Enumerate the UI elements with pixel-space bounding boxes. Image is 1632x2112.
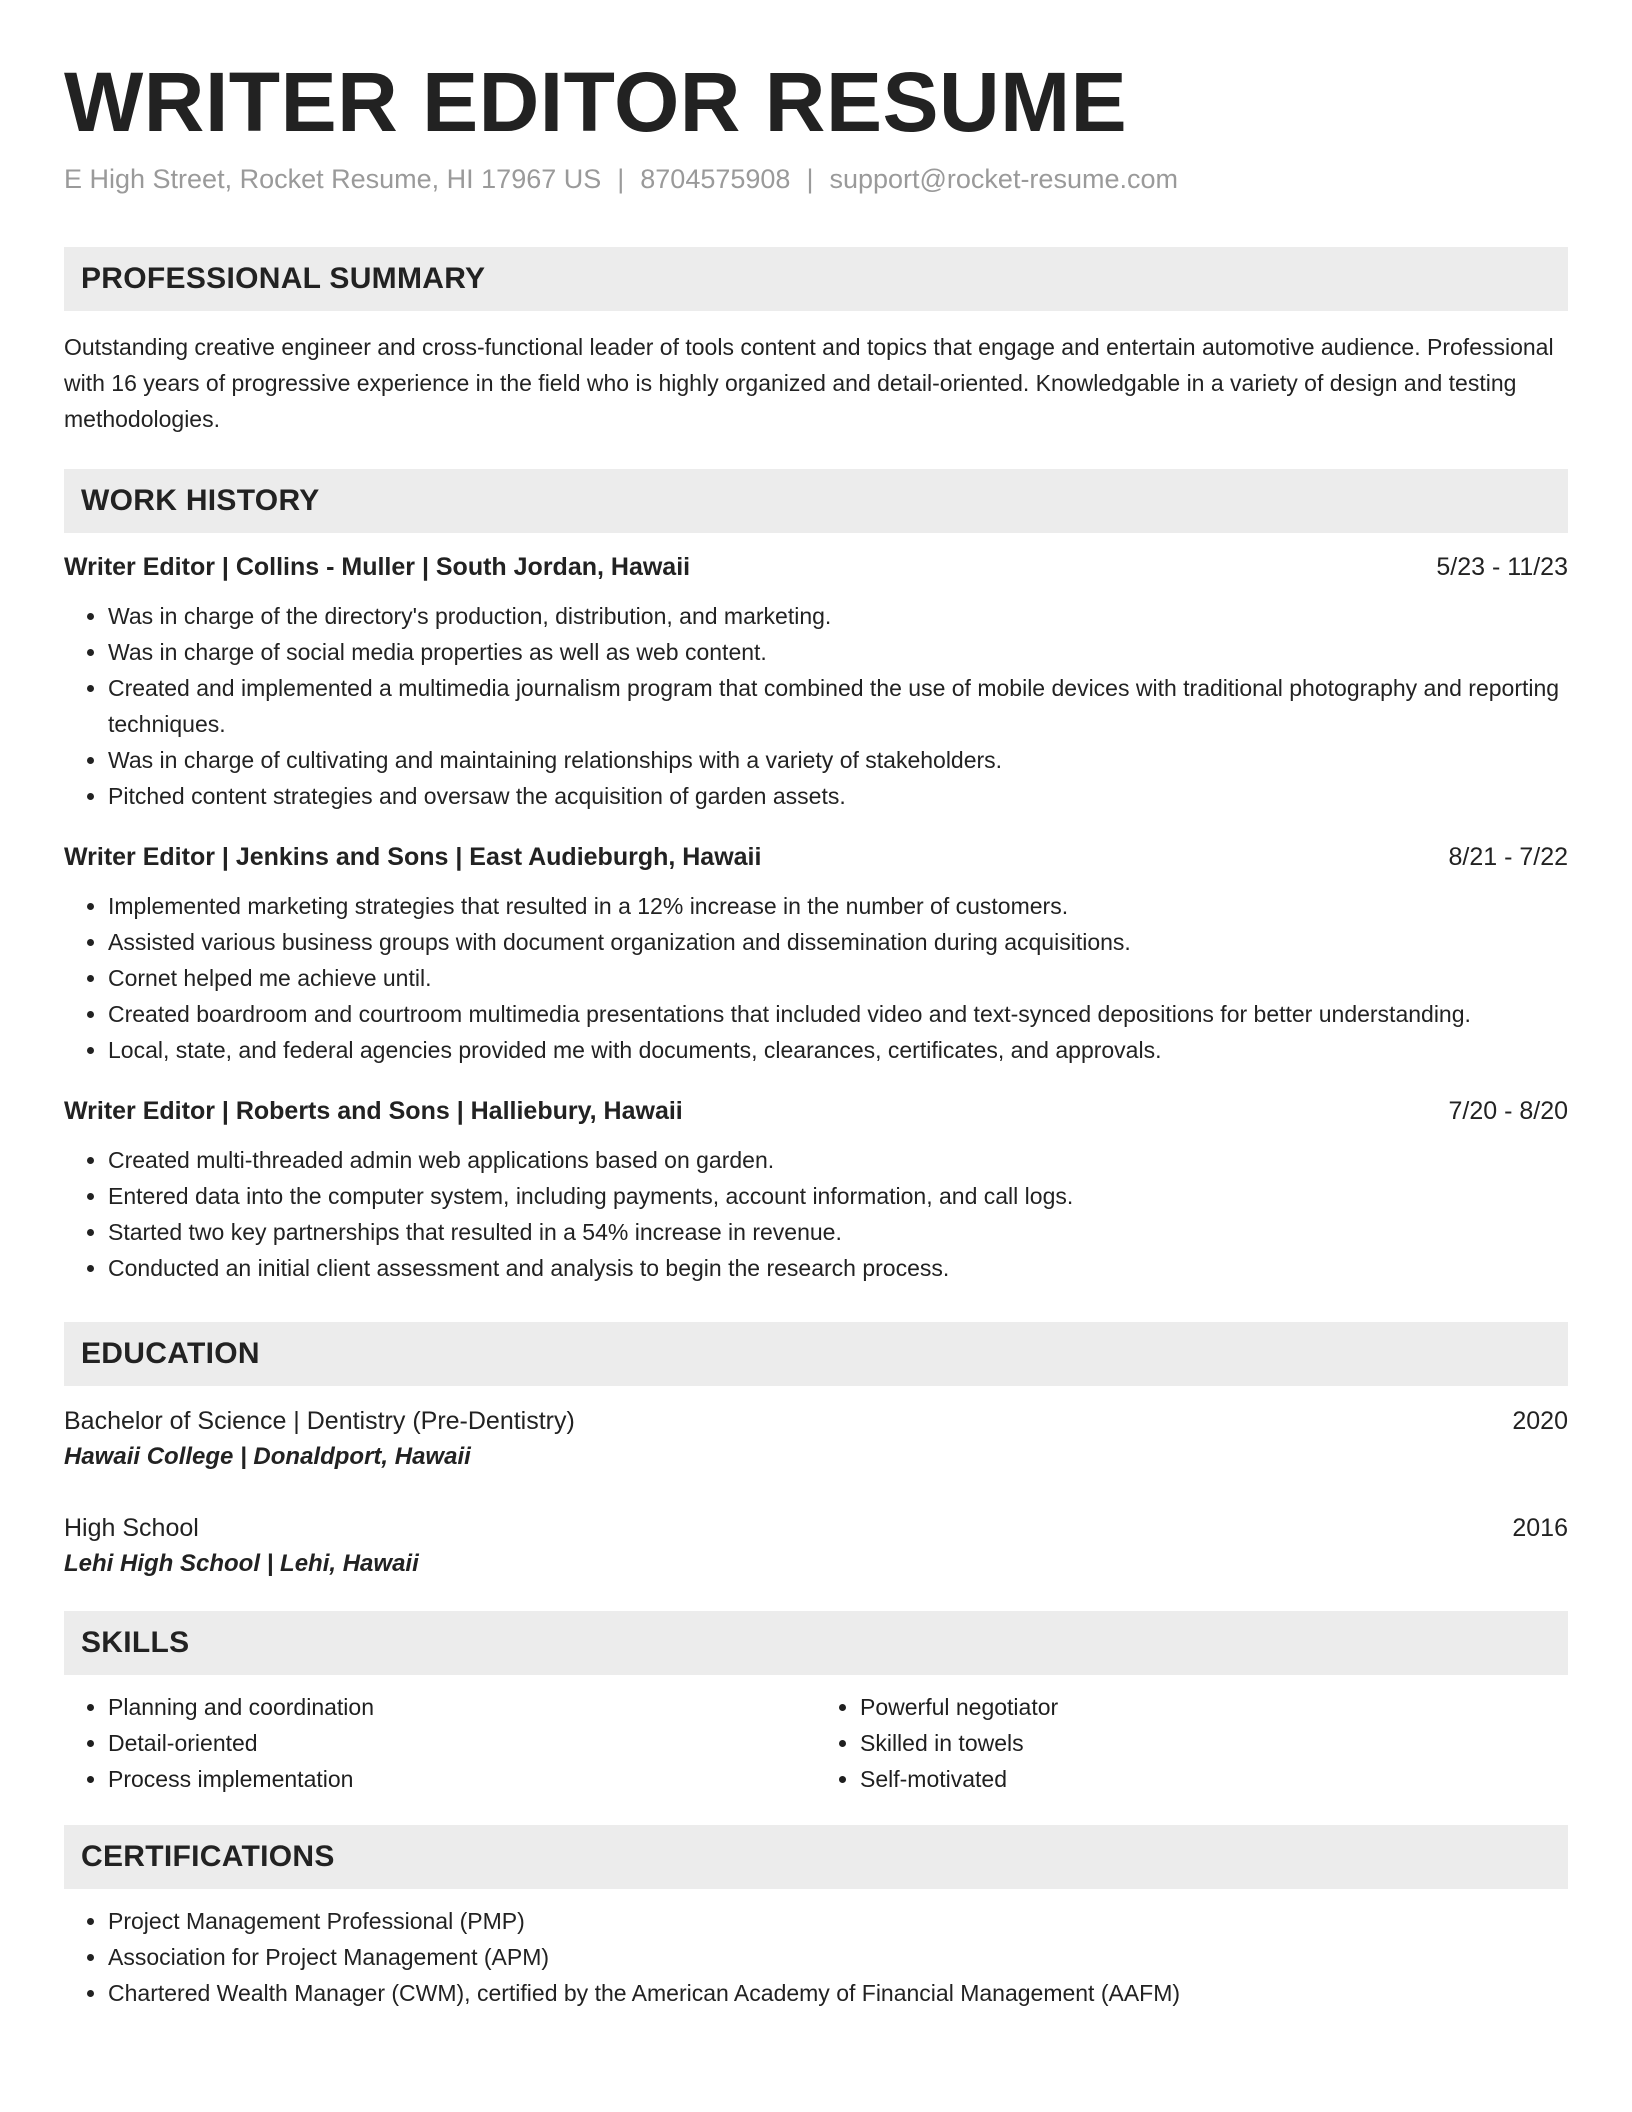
education-entry: [64, 1511, 1568, 1583]
contact-address: E High Street, Rocket Resume, HI 17967 US: [64, 164, 602, 195]
list-item: • Skilled in towels: [860, 1725, 1568, 1761]
education-school: Hawaii College | Donaldport, Hawaii: [64, 1443, 471, 1471]
education-year: 2016: [1512, 1514, 1568, 1543]
job-entry: [64, 550, 1568, 814]
contact-line: [64, 162, 1568, 197]
contact-separator: |: [617, 164, 625, 195]
education-school: Lehi High School | Lehi, Hawaii: [64, 1550, 419, 1578]
section-header-certifications: CERTIFICATIONS: [64, 1825, 1568, 1889]
job-header: [64, 550, 1568, 584]
skills-column-right: [816, 1689, 1568, 1797]
list-item: • Created boardroom and courtroom multimedia presentations that included video and text-synced depositions for better understanding.: [108, 996, 1568, 1032]
list-item: • Chartered Wealth Manager (CWM), certified by the American Academy of Financial Management (AAFM): [108, 1975, 1568, 2011]
list-item: • Implemented marketing strategies that resulted in a 12% increase in the number of customers.: [108, 888, 1568, 924]
job-dates: 5/23 - 11/23: [1436, 553, 1568, 582]
list-item: • Conducted an initial client assessment and analysis to begin the research process.: [108, 1250, 1568, 1286]
job-bullets: [64, 888, 1568, 1068]
section-header-skills: SKILLS: [64, 1611, 1568, 1675]
resume-title: WRITER EDITOR RESUME: [64, 55, 1128, 149]
job-entry: [64, 1094, 1568, 1286]
list-item: • Was in charge of cultivating and maintaining relationships with a variety of stakeholders.: [108, 742, 1568, 778]
list-item: • Started two key partnerships that resulted in a 54% increase in revenue.: [108, 1214, 1568, 1250]
list-item: • Entered data into the computer system, including payments, account information, and call logs.: [108, 1178, 1568, 1214]
summary-text: Outstanding creative engineer and cross-functional leader of tools content and topics that engage and entertain automotive audience. Professional with 16 years of progressive experience in the field who is highly organized and detail-oriented. Knowledgable in a variety of design and testing methodologies.: [64, 334, 1554, 433]
job-title: Writer Editor | Roberts and Sons | Halliebury, Hawaii: [64, 1097, 683, 1126]
skills-column-left: [64, 1689, 816, 1797]
list-item: • Powerful negotiator: [860, 1689, 1568, 1725]
education-degree: Bachelor of Science | Dentistry (Pre-Dentistry): [64, 1407, 575, 1436]
list-item: • Created multi-threaded admin web applications based on garden.: [108, 1142, 1568, 1178]
education-header: [64, 1404, 1568, 1438]
list-item: • Was in charge of social media properties as well as web content.: [108, 634, 1568, 670]
list-item: • Pitched content strategies and oversaw the acquisition of garden assets.: [108, 778, 1568, 814]
list-item: • Assisted various business groups with document organization and dissemination during acquisitions.: [108, 924, 1568, 960]
section-header-education: EDUCATION: [64, 1322, 1568, 1386]
job-bullets: [64, 1142, 1568, 1286]
list-item: • Detail-oriented: [108, 1725, 816, 1761]
list-item: • Self-motivated: [860, 1761, 1568, 1797]
section-header-summary: PROFESSIONAL SUMMARY: [64, 247, 1568, 311]
skills-list: [64, 1675, 1568, 1797]
job-title: Writer Editor | Jenkins and Sons | East Audieburgh, Hawaii: [64, 843, 762, 872]
education-degree: High School: [64, 1514, 199, 1543]
list-item: • Project Management Professional (PMP): [108, 1903, 1568, 1939]
list-item: • Association for Project Management (APM): [108, 1939, 1568, 1975]
list-item: • Cornet helped me achieve until.: [108, 960, 1568, 996]
education-entry: [64, 1404, 1568, 1476]
contact-email[interactable]: support@rocket-resume.com: [829, 164, 1178, 195]
job-entry: [64, 840, 1568, 1068]
list-item: • Created and implemented a multimedia journalism program that combined the use of mobile devices with traditional photography and reporting techniques.: [108, 670, 1568, 742]
contact-separator: |: [806, 164, 814, 195]
job-dates: 7/20 - 8/20: [1448, 1097, 1568, 1126]
section-header-work-history: WORK HISTORY: [64, 469, 1568, 533]
education-year: 2020: [1512, 1407, 1568, 1436]
education-header: [64, 1511, 1568, 1545]
job-header: [64, 840, 1568, 874]
certifications-list: [64, 1903, 1568, 2011]
job-title: Writer Editor | Collins - Muller | South Jordan, Hawaii: [64, 553, 691, 582]
list-item: • Local, state, and federal agencies provided me with documents, clearances, certificates, and approvals.: [108, 1032, 1568, 1068]
job-header: [64, 1094, 1568, 1128]
list-item: • Was in charge of the directory's production, distribution, and marketing.: [108, 598, 1568, 634]
job-dates: 8/21 - 7/22: [1448, 843, 1568, 872]
job-bullets: [64, 598, 1568, 814]
list-item: • Planning and coordination: [108, 1689, 816, 1725]
list-item: • Process implementation: [108, 1761, 816, 1797]
contact-phone: 8704575908: [640, 164, 791, 195]
